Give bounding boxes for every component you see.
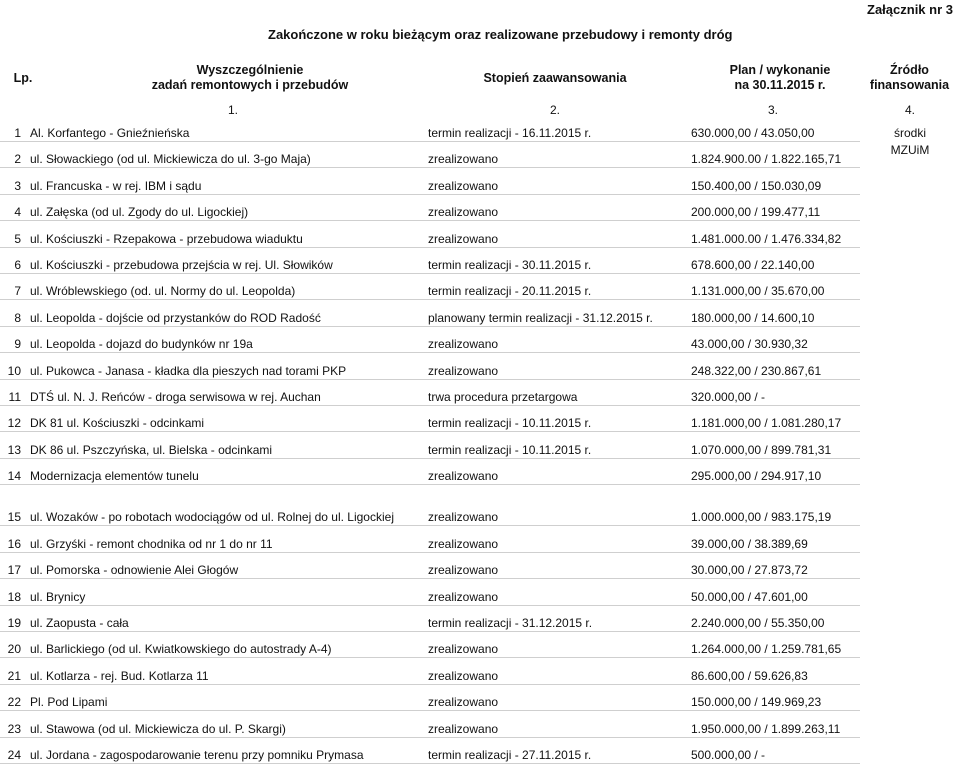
task-description: ul. Wozaków - po robotach wodociągów od ul. Rolnej do ul. Ligockiej <box>30 510 394 525</box>
column-number-4: 4. <box>905 103 916 117</box>
plan-execution-value: 320.000,00 / - <box>691 389 766 404</box>
task-description: ul. Pomorska - odnowienie Alei Głogów <box>30 563 239 578</box>
row-number: 9 <box>14 337 21 352</box>
funding-source-line2: MZUiM <box>890 143 930 157</box>
progress-stage: zrealizowano <box>428 668 499 683</box>
task-description: ul. Kościuszki - przebudowa przejścia w rej. Ul. Słowików <box>30 257 333 272</box>
tasks-table <box>0 124 860 772</box>
header-source-line2: finansowania <box>869 78 950 92</box>
table-row <box>0 467 860 485</box>
funding-source <box>880 125 940 159</box>
progress-stage: zrealizowano <box>428 695 499 710</box>
task-description: ul. Słowackiego (od ul. Mickiewicza do ul. 3-go Maja) <box>30 152 311 167</box>
plan-execution-value: 1.481.000.00 / 1.476.334,82 <box>691 231 842 246</box>
row-number: 22 <box>7 695 21 710</box>
table-row <box>0 535 860 553</box>
table-row <box>0 256 860 274</box>
table-row <box>0 693 860 711</box>
progress-stage: termin realizacji - 16.11.2015 r. <box>428 126 592 140</box>
plan-execution-value: 248.322,00 / 230.867,61 <box>691 363 822 378</box>
plan-execution-value: 1.070.000,00 / 899.781,31 <box>691 442 832 457</box>
plan-execution-value: 630.000,00 / 43.050,00 <box>691 126 815 140</box>
task-description: Modernizacja elementów tunelu <box>30 469 199 484</box>
plan-execution-value: 200.000,00 / 199.477,11 <box>691 205 821 220</box>
header-plan-line2: na 30.11.2015 r. <box>734 78 826 92</box>
row-number: 2 <box>14 152 21 167</box>
progress-stage: zrealizowano <box>428 152 499 167</box>
task-description: ul. Barlickiego (od ul. Kwiatkowskiego do autostrady A-4) <box>30 642 332 657</box>
table-row <box>0 588 860 606</box>
row-number: 18 <box>7 589 21 604</box>
header-source <box>860 63 959 93</box>
task-description: ul. Brynicy <box>30 589 86 604</box>
annex-label: Załącznik nr 3 <box>867 2 953 17</box>
row-number: 3 <box>14 178 21 193</box>
header-lp: Lp. <box>13 71 33 85</box>
task-description: ul. Leopolda - dojazd do budynków nr 19a <box>30 337 253 352</box>
progress-stage: zrealizowano <box>428 721 499 736</box>
plan-execution-value: 180.000,00 / 14.600,10 <box>691 310 815 325</box>
table-row <box>0 388 860 406</box>
plan-execution-value: 500.000,00 / - <box>691 747 766 762</box>
task-description: Pl. Pod Lipami <box>30 695 108 710</box>
progress-stage: termin realizacji - 20.11.2015 r. <box>428 284 592 299</box>
table-row <box>0 720 860 738</box>
plan-execution-value: 678.600,00 / 22.140,00 <box>691 257 815 272</box>
row-number: 1 <box>14 126 21 140</box>
task-description: DK 86 ul. Pszczyńska, ul. Bielska - odcinkami <box>30 442 273 457</box>
progress-stage: termin realizacji - 30.11.2015 r. <box>428 257 592 272</box>
progress-stage: zrealizowano <box>428 231 499 246</box>
row-number: 14 <box>7 469 21 484</box>
header-source-line1: Źródło <box>890 63 929 77</box>
table-row <box>0 203 860 221</box>
task-description: Al. Korfantego - Gnieźnieńska <box>30 126 190 140</box>
plan-execution-value: 1.000.000,00 / 983.175,19 <box>691 510 832 525</box>
plan-execution-value: 1.950.000,00 / 1.899.263,11 <box>691 721 841 736</box>
plan-execution-value: 1.264.000,00 / 1.259.781,65 <box>691 642 842 657</box>
progress-stage: termin realizacji - 31.12.2015 r. <box>428 616 593 631</box>
plan-execution-value: 150.000,00 / 149.969,23 <box>691 695 822 710</box>
row-number: 20 <box>7 642 21 657</box>
progress-stage: zrealizowano <box>428 642 499 657</box>
task-description: ul. Kotlarza - rej. Bud. Kotlarza 11 <box>30 668 209 683</box>
task-description: ul. Jordana - zagospodarowanie terenu przy pomniku Prymasa <box>30 747 364 762</box>
progress-stage: zrealizowano <box>428 536 499 551</box>
row-number: 21 <box>7 668 21 683</box>
table-header <box>0 58 959 102</box>
document-title: Zakończone w roku bieżącym oraz realizowane przebudowy i remonty dróg <box>268 27 733 42</box>
plan-execution-value: 295.000,00 / 294.917,10 <box>691 469 822 484</box>
row-number: 8 <box>14 310 21 325</box>
table-row <box>0 667 860 685</box>
task-description: ul. Grzyśki - remont chodnika od nr 1 do nr 11 <box>30 536 273 551</box>
progress-stage: trwa procedura przetargowa <box>428 389 578 404</box>
task-description: ul. Francuska - w rej. IBM i sądu <box>30 178 202 193</box>
task-description: DK 81 ul. Kościuszki - odcinkami <box>30 416 205 431</box>
table-row <box>0 230 860 248</box>
table-row <box>0 309 860 327</box>
header-description-line1: Wyszczególnienie <box>196 63 304 77</box>
row-number: 15 <box>7 510 21 525</box>
table-row <box>0 441 860 459</box>
plan-execution-value: 1.824.900.00 / 1.822.165,71 <box>691 152 842 167</box>
row-number: 5 <box>14 231 21 246</box>
progress-stage: zrealizowano <box>428 563 499 578</box>
plan-execution-value: 1.181.000,00 / 1.081.280,17 <box>691 416 842 431</box>
progress-stage: termin realizacji - 10.11.2015 r. <box>428 416 592 431</box>
table-row <box>0 124 860 142</box>
row-number: 23 <box>7 721 21 736</box>
progress-stage: zrealizowano <box>428 205 499 220</box>
task-description: ul. Stawowa (od ul. Mickiewicza do ul. P. Skargi) <box>30 721 286 736</box>
task-description: ul. Zaopusta - cała <box>30 616 129 631</box>
table-row <box>0 414 860 432</box>
row-number: 17 <box>7 563 21 578</box>
progress-stage: zrealizowano <box>428 337 499 352</box>
plan-execution-value: 43.000,00 / 30.930,32 <box>691 337 808 352</box>
row-number: 6 <box>14 257 21 272</box>
plan-execution-value: 30.000,00 / 27.873,72 <box>691 563 808 578</box>
column-number-2: 2. <box>550 103 561 117</box>
row-number: 7 <box>14 284 21 299</box>
progress-stage: zrealizowano <box>428 178 499 193</box>
row-number: 4 <box>14 205 21 220</box>
table-row <box>0 746 860 764</box>
table-row <box>0 493 860 526</box>
header-description <box>150 63 350 93</box>
task-description: ul. Pukowca - Janasa - kładka dla pieszych nad torami PKP <box>30 363 347 378</box>
header-description-line2: zadań remontowych i przebudów <box>151 78 349 92</box>
funding-source-line1: środki <box>893 126 926 140</box>
progress-stage: zrealizowano <box>428 469 499 484</box>
table-row <box>0 335 860 353</box>
progress-stage: zrealizowano <box>428 363 499 378</box>
table-row <box>0 177 860 195</box>
plan-execution-value: 2.240.000,00 / 55.350,00 <box>691 616 825 631</box>
plan-execution-value: 1.131.000,00 / 35.670,00 <box>691 284 825 299</box>
table-row <box>0 362 860 380</box>
row-number: 24 <box>7 747 21 762</box>
row-number: 16 <box>7 536 21 551</box>
task-description: ul. Leopolda - dojście od przystanków do ROD Radość <box>30 310 321 325</box>
task-description: ul. Kościuszki - Rzepakowa - przebudowa wiaduktu <box>30 231 303 246</box>
progress-stage: termin realizacji - 27.11.2015 r. <box>428 747 592 762</box>
task-description: DTŚ ul. N. J. Reńców - droga serwisowa w rej. Auchan <box>30 389 321 404</box>
plan-execution-value: 39.000,00 / 38.389,69 <box>691 536 808 551</box>
row-number: 13 <box>7 442 21 457</box>
task-description: ul. Załęska (od ul. Zgody do ul. Ligockiej) <box>30 205 249 220</box>
table-row <box>0 614 860 632</box>
progress-stage: zrealizowano <box>428 510 499 525</box>
table-row <box>0 282 860 300</box>
plan-execution-value: 86.600,00 / 59.626,83 <box>691 668 808 683</box>
row-number: 12 <box>7 416 21 431</box>
row-number: 11 <box>8 389 21 404</box>
column-number-1: 1. <box>228 103 239 117</box>
header-plan-line1: Plan / wykonanie <box>729 63 831 77</box>
row-number: 10 <box>7 363 21 378</box>
progress-stage: zrealizowano <box>428 589 499 604</box>
column-numbers <box>0 103 959 117</box>
plan-execution-value: 50.000,00 / 47.601,00 <box>691 589 808 604</box>
plan-execution-value: 150.400,00 / 150.030,09 <box>691 178 822 193</box>
task-description: ul. Wróblewskiego (od. ul. Normy do ul. Leopolda) <box>30 284 296 299</box>
column-number-3: 3. <box>768 103 779 117</box>
row-number: 19 <box>7 616 21 631</box>
table-row <box>0 640 860 658</box>
header-plan <box>700 63 860 93</box>
progress-stage: planowany termin realizacji - 31.12.2015 r. <box>428 310 653 325</box>
header-stage: Stopień zaawansowania <box>483 71 627 85</box>
table-row <box>0 150 860 168</box>
progress-stage: termin realizacji - 10.11.2015 r. <box>428 442 592 457</box>
table-row <box>0 561 860 579</box>
